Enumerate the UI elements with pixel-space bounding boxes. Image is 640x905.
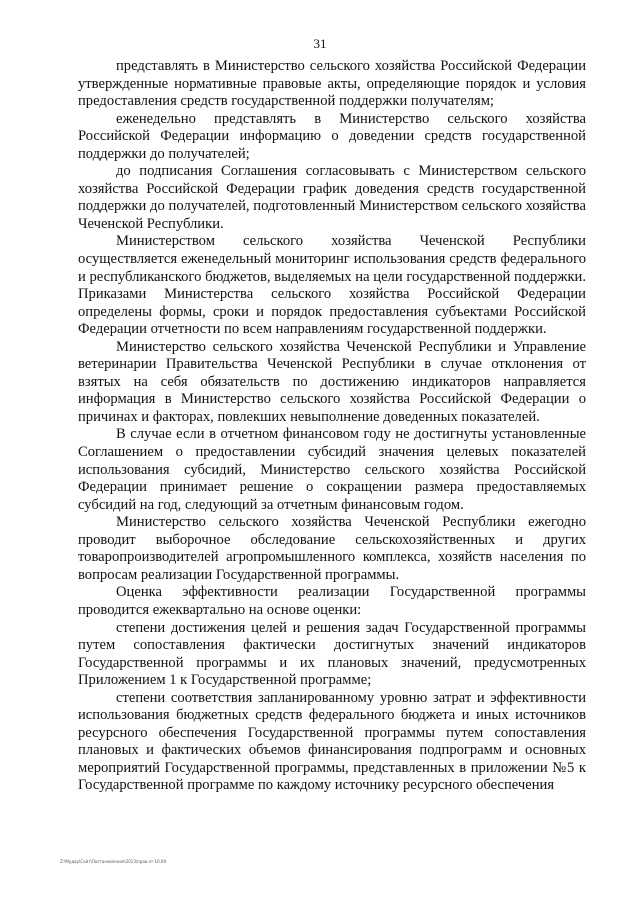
paragraph: степени достижения целей и решения задач Государственной программы путем сопоставления фактически достигнутых значений индикаторов Государственной программы и их плановых значений, предусмотренных Приложением 1 к Государственной программе; xyxy=(78,619,586,689)
paragraph: Министерство сельского хозяйства Чеченской Республики ежегодно проводит выборочное обследование сельскохозяйственных и других товаропроизводителей агропромышленного комплекса, хозяйств населения по вопросам реализации Государственной программы. xyxy=(78,514,586,583)
paragraph: В случае если в отчетном финансовом году не достигнуты установленные Соглашением о предоставлении субсидий значения целевых показателей использования субсидий, Министерство сельского хозяйства Российской Федерации принимает решение о сокращении размера предоставляемых субсидий на год, следующий за отчетным финансовым годом. xyxy=(78,426,586,513)
paragraph: Министерство сельского хозяйства Чеченской Республики и Управление ветеринарии Правительства Чеченской Республики в случае отклонения от взятых на себя обязательств по достижению индикаторов направляется информация в Министерство сельского хозяйства Российской Федерации о причинах и факторах, повлекших невыполнение доведенных показателей. xyxy=(78,338,586,425)
paragraph: Оценка эффективности реализации Государственной программы проводится ежеквартально на основе оценки: xyxy=(78,584,586,618)
paragraph: Министерством сельского хозяйства Чеченской Республики осуществляется еженедельный мониторинг использования средств федерального и республиканского бюджетов, выделяемых на цели государственной поддержки. Приказами Министерства сельского хозяйства Российской Федерации определены формы, сроки и порядок предоставления субъектами Российской Федерации отчетности по всем направлениям государственной поддержки. xyxy=(78,233,586,338)
page-number: 31 xyxy=(313,36,327,51)
document-body xyxy=(78,58,586,795)
paragraph: до подписания Соглашения согласовывать с Министерством сельского хозяйства Российской Федерации график доведения средств государственной поддержки до получателей, подготовленный Министерством сельского хозяйства Чеченской Республики. xyxy=(78,163,586,232)
footer-file-path: Z:\Мудар\Сайт\Постановления\2013\прав от 10.09 xyxy=(60,859,166,864)
paragraph: еженедельно представлять в Министерство сельского хозяйства Российской Федерации информацию о доведении средств государственной поддержки до получателей; xyxy=(78,110,586,162)
paragraph: представлять в Министерство сельского хозяйства Российской Федерации утвержденные нормативные правовые акты, определяющие порядок и условия предоставления средств государственной поддержки получателям; xyxy=(78,58,586,110)
paragraph: степени соответствия запланированному уровню затрат и эффективности использования бюджетных средств федерального бюджета и иных источников ресурсного обеспечения Государственной программы путем сопоставления плановых и фактических объемов финансирования подпрограмм и основных мероприятий Государственной программы, представленных в приложении №5 к Государственной программе по каждому источнику ресурсного обеспечения xyxy=(78,689,586,794)
